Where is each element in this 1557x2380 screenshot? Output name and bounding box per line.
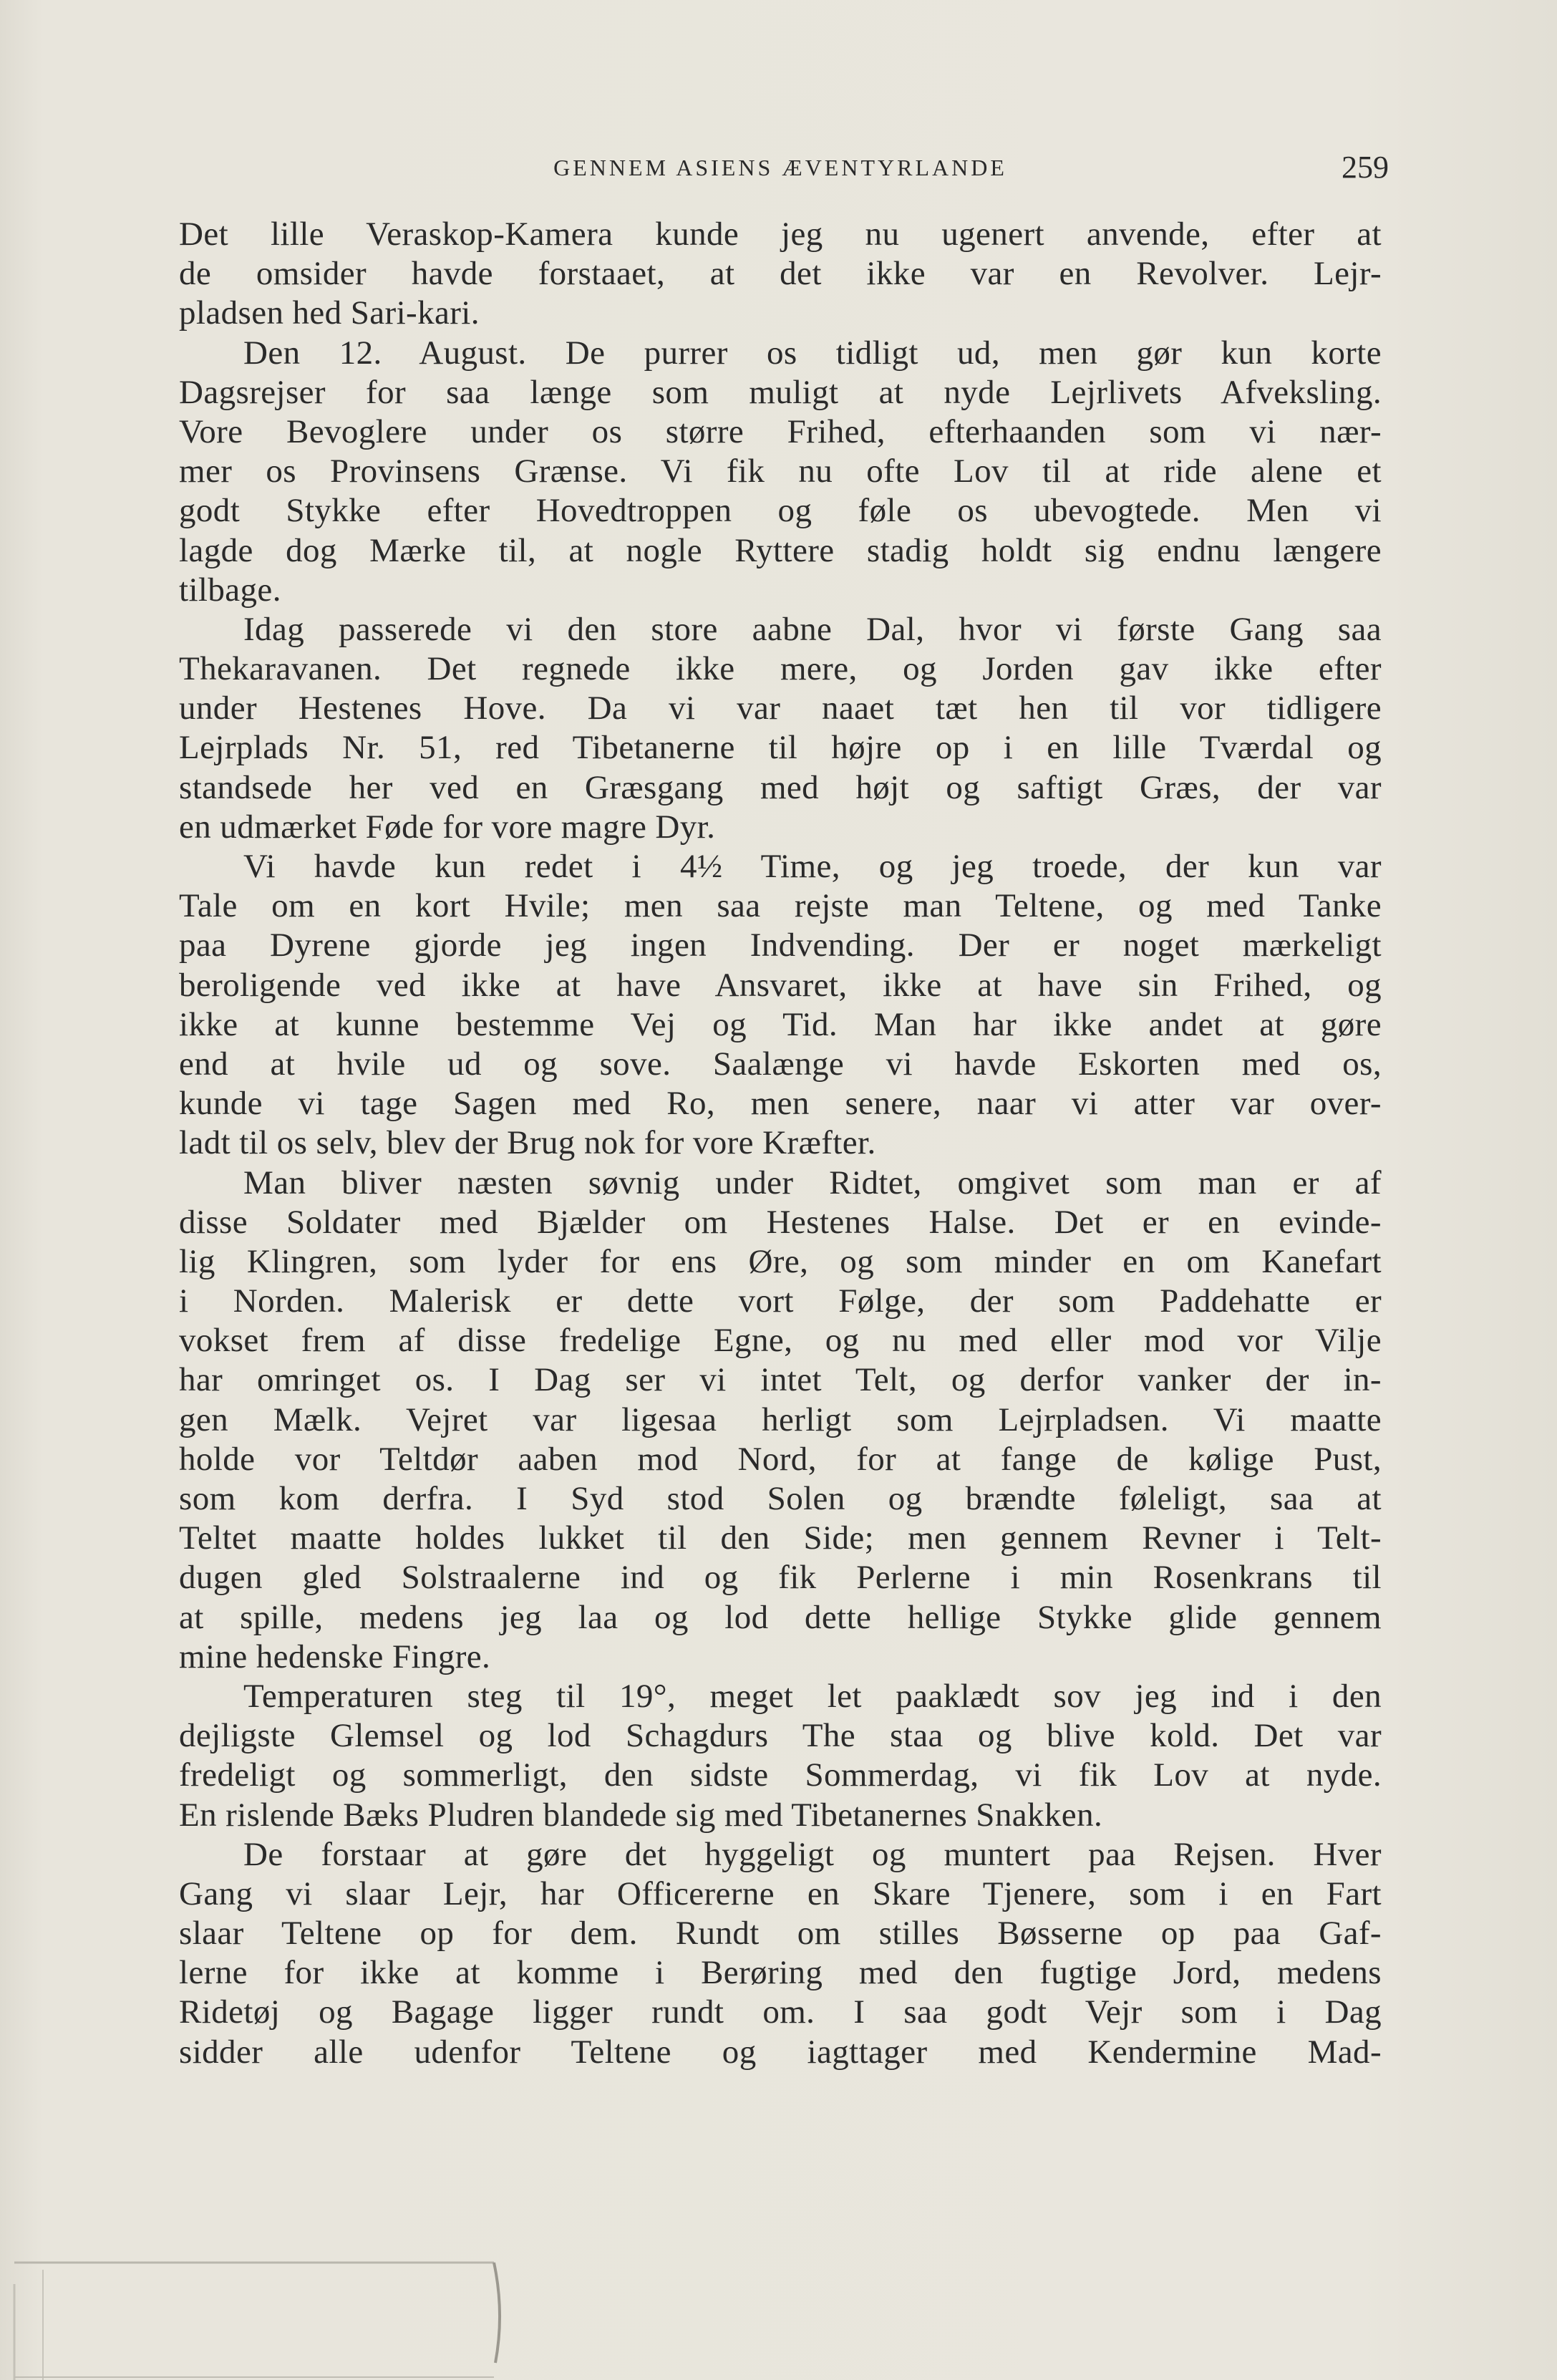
text-line: lig Klingren, som lyder for ens Øre, og som minder en om Kanefart bbox=[179, 1242, 1382, 1280]
text-line: kunde vi tage Sagen med Ro, men senere, naar vi atter var over- bbox=[179, 1085, 1382, 1123]
text-line: mer os Provinsens Grænse. Vi fik nu ofte Lov til at ride alene et bbox=[179, 453, 1382, 490]
text-line: Ridetøj og Bagage ligger rundt om. I saa godt Vejr som i Dag bbox=[179, 1993, 1382, 2031]
text-line: i Norden. Malerisk er dette vort Følge, der som Paddehatte er bbox=[179, 1282, 1382, 1320]
text-line: lerne for ikke at komme i Berøring med den fugtige Jord, medens bbox=[179, 1954, 1382, 1992]
text-line: sidder alle udenfor Teltene og iagttager med Kendermine Mad- bbox=[179, 2033, 1382, 2071]
text-line: Thekaravanen. Det regnede ikke mere, og Jorden gav ikke efter bbox=[179, 650, 1382, 688]
text-line: tilbage. bbox=[179, 571, 281, 609]
text-line: har omringet os. I Dag ser vi intet Telt, og derfor vanker der in- bbox=[179, 1361, 1382, 1399]
running-title: GENNEM ASIENS ÆVENTYRLANDE bbox=[553, 155, 1007, 180]
text-line: Temperaturen steg til 19°, meget let paaklædt sov jeg ind i den bbox=[243, 1677, 1382, 1715]
text-line: Dagsrejser for saa længe som muligt at nyde Lejrlivets Afveksling. bbox=[179, 373, 1382, 411]
text-line: Lejrplads Nr. 51, red Tibetanerne til højre op i en lille Tværdal og bbox=[179, 729, 1382, 767]
text-line: Vi havde kun redet i 4½ Time, og jeg troede, der kun var bbox=[243, 848, 1382, 885]
text-line: standsede her ved en Græsgang med højt og saftigt Græs, der var bbox=[179, 768, 1382, 806]
text-line: mine hedenske Fingre. bbox=[179, 1638, 491, 1675]
text-line: Idag passerede vi den store aabne Dal, hvor vi første Gang saa bbox=[243, 610, 1382, 648]
text-line: En rislende Bæks Pludren blandede sig med Tibetanernes Snakken. bbox=[179, 1796, 1103, 1834]
page-number: 259 bbox=[1342, 150, 1389, 185]
text-line: under Hestenes Hove. Da vi var naaet tæt hen til vor tidligere bbox=[179, 690, 1382, 727]
text-line: paa Dyrene gjorde jeg ingen Indvending. Der er noget mærkeligt bbox=[179, 927, 1382, 964]
text-line: en udmærket Føde for vore magre Dyr. bbox=[179, 808, 716, 846]
text-line: fredeligt og sommerligt, den sidste Sommerdag, vi fik Lov at nyde. bbox=[179, 1756, 1382, 1794]
text-line: Gang vi slaar Lejr, har Officererne en Skare Tjenere, som i en Fart bbox=[179, 1875, 1382, 1912]
library-stamp-mark bbox=[0, 2241, 530, 2380]
text-line: ladt til os selv, blev der Brug nok for vore Kræfter. bbox=[179, 1124, 876, 1162]
body-text bbox=[179, 215, 1382, 2072]
text-line: disse Soldater med Bjælder om Hestenes Halse. Det er en evinde- bbox=[179, 1203, 1382, 1241]
text-line: Man bliver næsten søvnig under Ridtet, omgivet som man er af bbox=[243, 1164, 1382, 1201]
text-line: gen Mælk. Vejret var ligesaa herligt som Lejrpladsen. Vi maatte bbox=[179, 1401, 1382, 1438]
text-line: Den 12. August. De purrer os tidligt ud, men gør kun korte bbox=[243, 334, 1382, 372]
text-line: godt Stykke efter Hovedtroppen og føle os ubevogtede. Men vi bbox=[179, 492, 1382, 530]
text-line: pladsen hed Sari-kari. bbox=[179, 294, 480, 332]
text-line: dugen gled Solstraalerne ind og fik Perlerne i min Rosenkrans til bbox=[179, 1559, 1382, 1597]
text-line: ikke at kunne bestemme Vej og Tid. Man har ikke andet at gøre bbox=[179, 1005, 1382, 1043]
text-line: vokset frem af disse fredelige Egne, og nu med eller mod vor Vilje bbox=[179, 1322, 1382, 1360]
text-line: holde vor Teltdør aaben mod Nord, for at fange de kølige Pust, bbox=[179, 1440, 1382, 1478]
text-line: slaar Teltene op for dem. Rundt om stilles Bøsserne op paa Gaf- bbox=[179, 1915, 1382, 1953]
text-line: dejligste Glemsel og lod Schagdurs The staa og blive kold. Det var bbox=[179, 1717, 1382, 1755]
text-line: end at hvile ud og sove. Saalænge vi havde Eskorten med os, bbox=[179, 1045, 1382, 1083]
text-line: Det lille Veraskop-Kamera kunde jeg nu ugenert anvende, efter at bbox=[179, 216, 1382, 253]
page-header bbox=[179, 149, 1389, 185]
text-line: De forstaar at gøre det hyggeligt og muntert paa Rejsen. Hver bbox=[243, 1835, 1382, 1873]
text-line: lagde dog Mærke til, at nogle Ryttere stadig holdt sig endnu længere bbox=[179, 531, 1382, 569]
text-line: de omsider havde forstaaet, at det ikke var en Revolver. Lejr- bbox=[179, 255, 1382, 293]
text-line: som kom derfra. I Syd stod Solen og brændte føleligt, saa at bbox=[179, 1480, 1382, 1517]
text-line: Vore Bevoglere under os større Frihed, efterhaanden som vi nær- bbox=[179, 412, 1382, 450]
text-line: Tale om en kort Hvile; men saa rejste man Teltene, og med Tanke bbox=[179, 887, 1382, 925]
text-line: Teltet maatte holdes lukket til den Side; men gennem Revner i Telt- bbox=[179, 1519, 1382, 1557]
text-line: beroligende ved ikke at have Ansvaret, ikke at have sin Frihed, og bbox=[179, 966, 1382, 1004]
text-line: at spille, medens jeg laa og lod dette hellige Stykke glide gennem bbox=[179, 1598, 1382, 1636]
